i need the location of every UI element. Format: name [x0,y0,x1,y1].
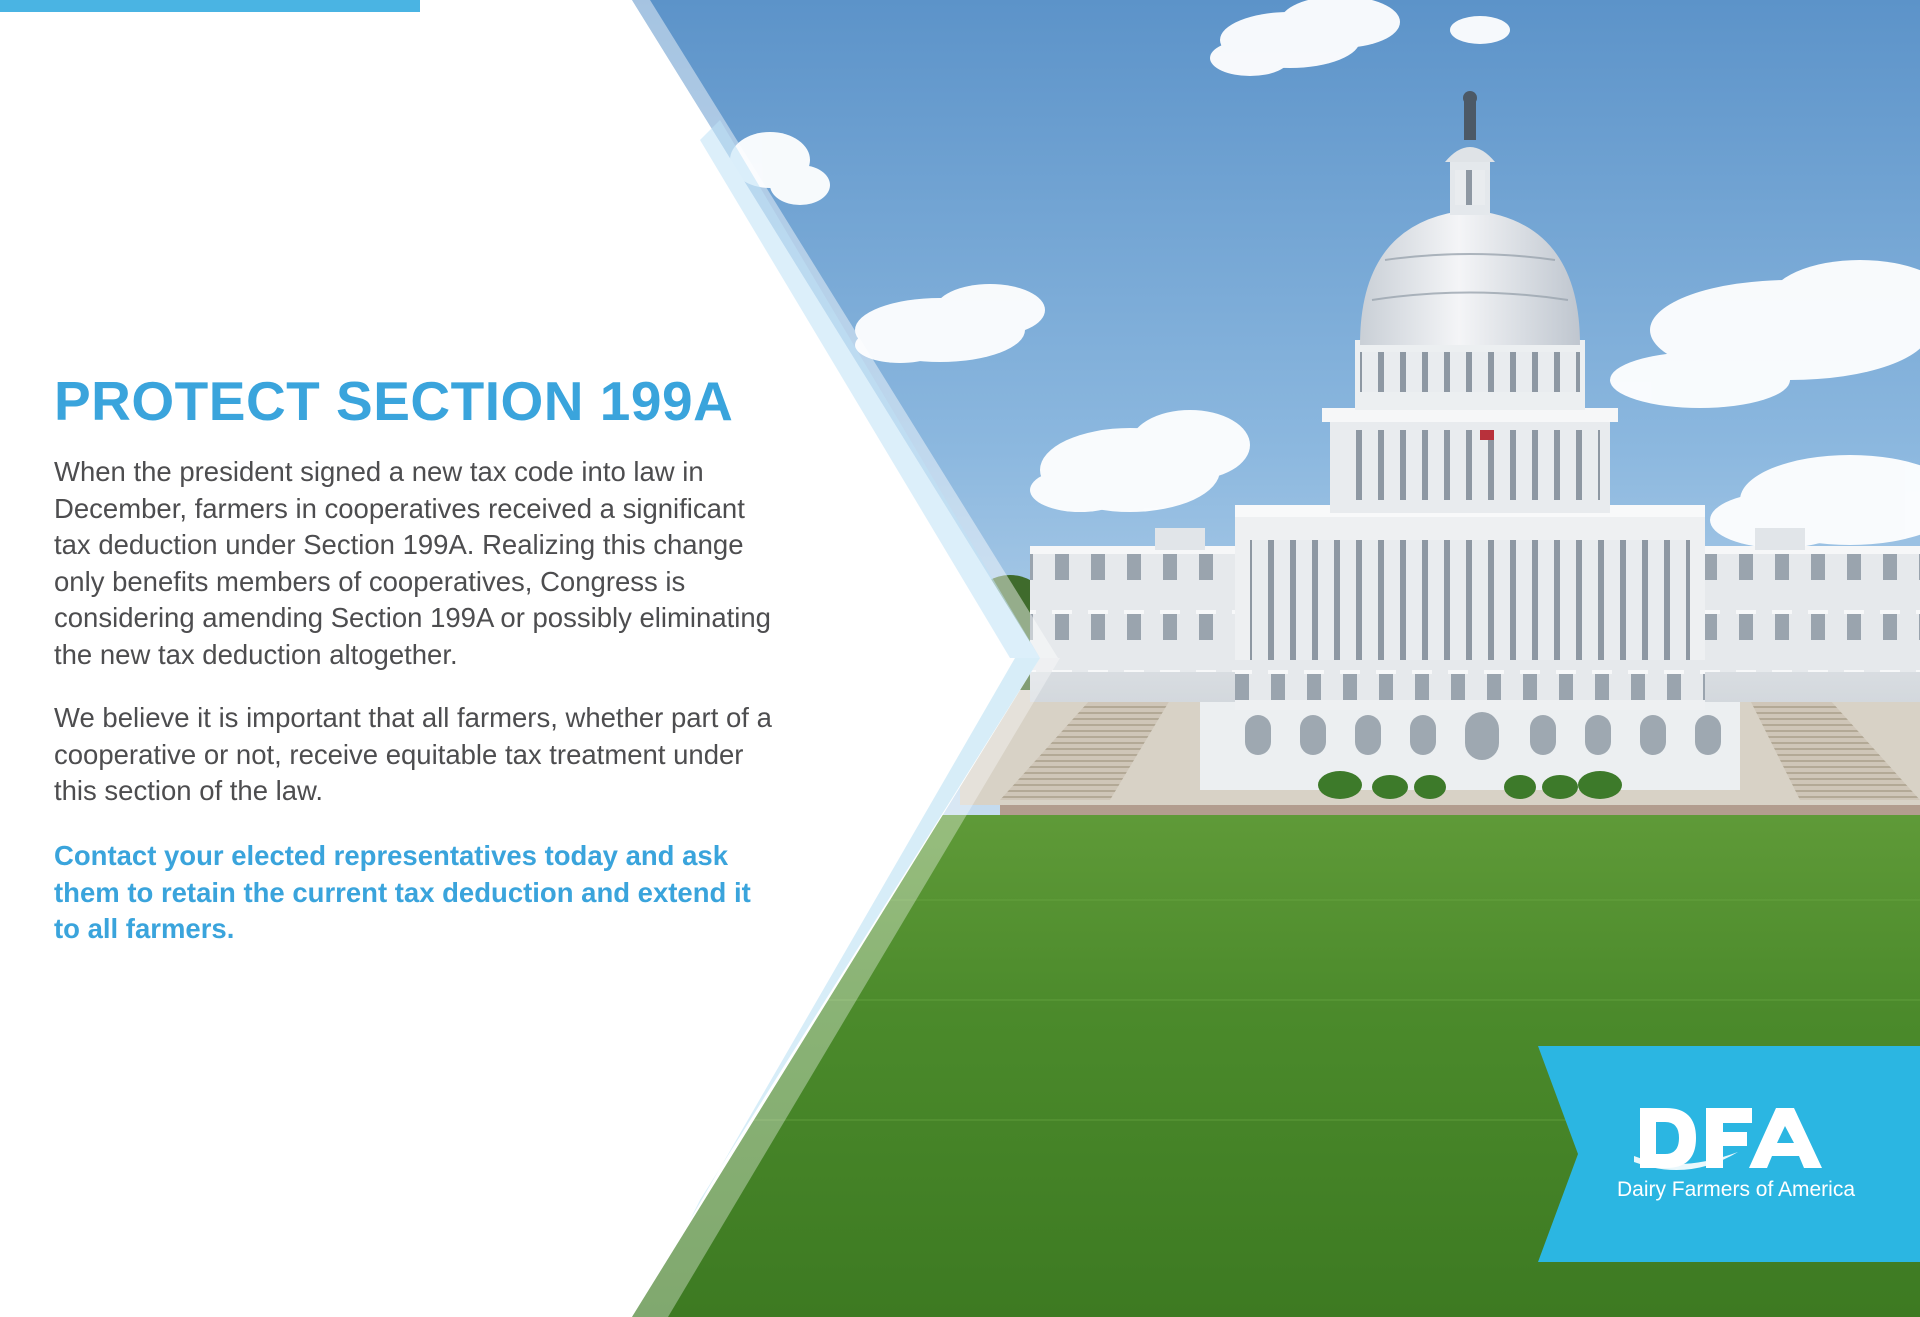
equity-paragraph: We believe it is important that all farmers, whether part of a cooperative or not, receive equitable tax treatment under this section of the law. [54,702,772,806]
headline: PROTECT SECTION 199A [54,370,734,432]
top-accent-bar [0,0,420,12]
call-to-action: Contact your elected representatives today and ask them to retain the current tax deduction and extend it to all farmers. [54,840,751,944]
intro-paragraph: When the president signed a new tax code into law in December, farmers in cooperatives received a significant tax deduction under Section 199A. Realizing this change only benefits members of cooperatives, Congress is considering amending Section 199A or possibly eliminating the new tax deduction altogether. [54,456,771,670]
dfa-name: Dairy Farmers of America [1616,1178,1856,1201]
dfa-logo-badge [1538,1046,1920,1262]
